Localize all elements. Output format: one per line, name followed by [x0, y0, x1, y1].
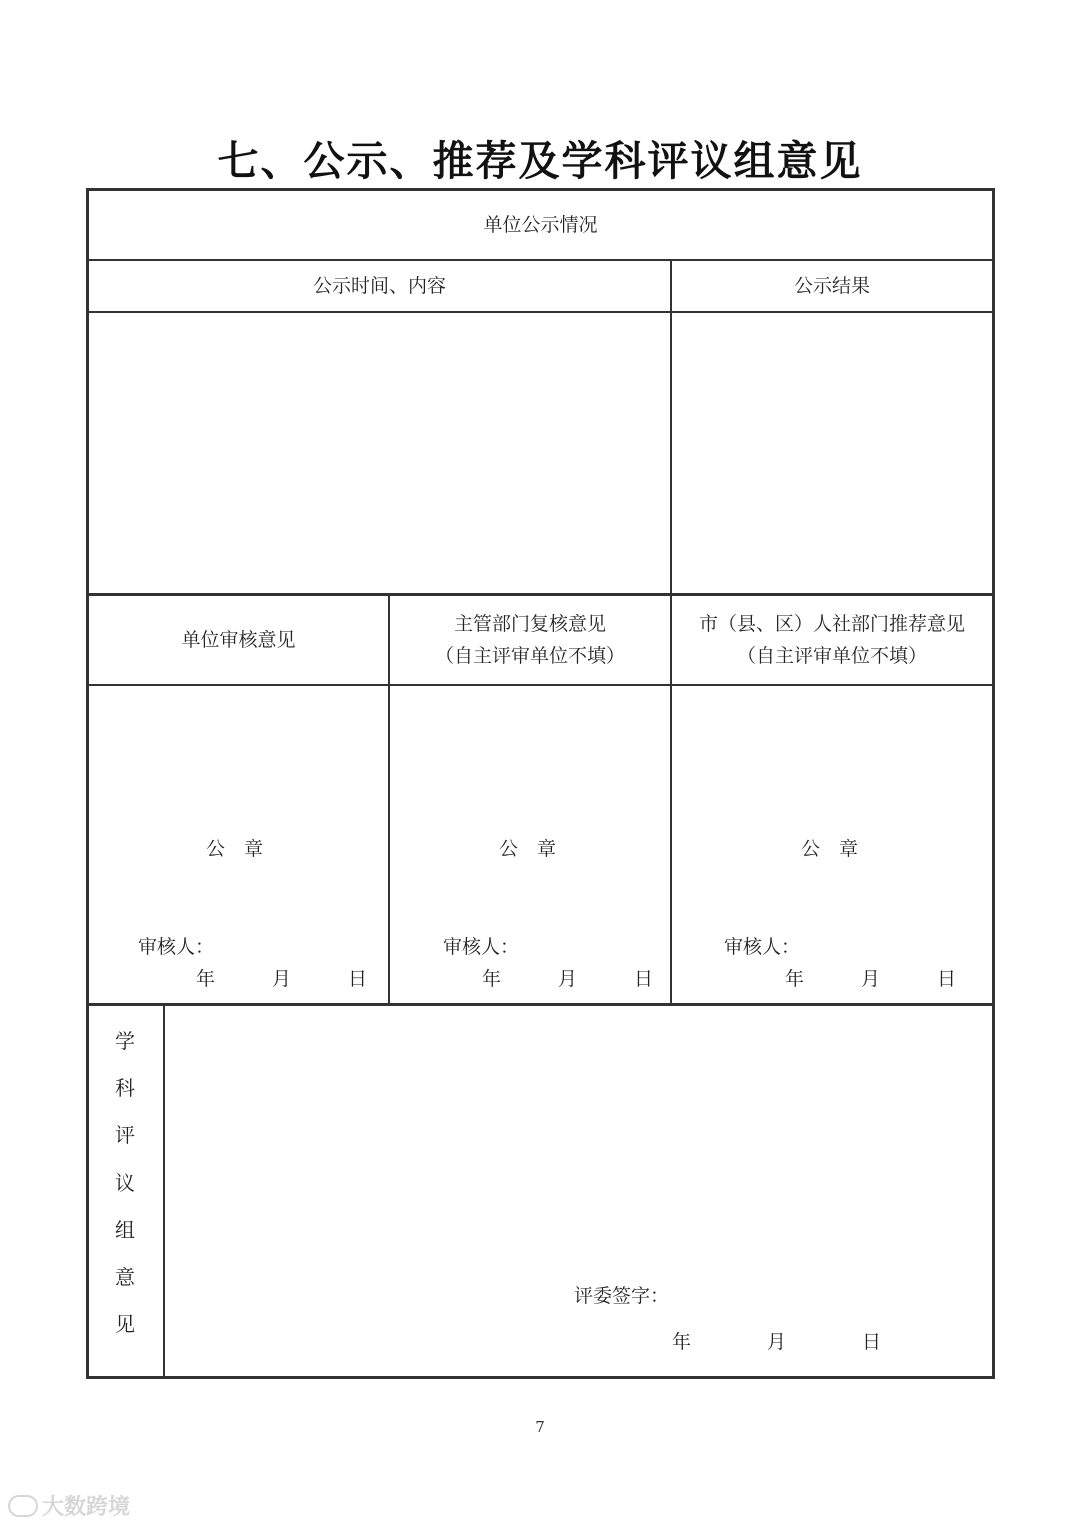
reviewer-label: 审核人： [138, 936, 215, 958]
watermark-logo-icon [8, 1495, 38, 1517]
date-label: 年 月 日 [482, 968, 654, 990]
watermark [8, 1490, 130, 1521]
seal-label: 公 章 [206, 838, 264, 860]
committee-opinion-field[interactable] [165, 1006, 992, 1376]
reviewer-label: 审核人： [724, 936, 801, 958]
dept-review-header-cell [390, 596, 670, 684]
committee-label-char: 评 [115, 1123, 135, 1148]
result-field[interactable] [672, 313, 992, 593]
committee-label-char: 见 [115, 1312, 135, 1337]
committee-date-label: 年 月 日 [672, 1331, 882, 1353]
border-right [992, 188, 995, 1379]
time-content-header: 公示时间、内容 [312, 274, 446, 297]
time-content-field[interactable] [89, 313, 670, 593]
seal-label: 公 章 [801, 838, 859, 860]
publicity-header-cell [89, 191, 992, 259]
dept-review-note: （自主评审单位不填） [434, 645, 625, 667]
signature-label: 评委签字： [574, 1285, 670, 1307]
seal-label: 公 章 [499, 838, 557, 860]
publicity-header: 单位公示情况 [483, 214, 598, 236]
date-label: 年 月 日 [785, 968, 957, 990]
time-content-header-cell [89, 260, 670, 311]
committee-label-char: 组 [115, 1217, 135, 1242]
opinion-form [86, 188, 995, 1379]
border-bottom [86, 1376, 995, 1379]
committee-label [86, 1018, 164, 1348]
committee-label-char: 议 [115, 1170, 135, 1195]
date-label: 年 月 日 [196, 968, 368, 990]
unit-review-header-cell [89, 596, 388, 684]
hr-recommend-title: 市（县、区）人社部门推荐意见 [698, 613, 965, 635]
result-header-cell [672, 260, 992, 311]
watermark-text: 大数跨境 [42, 1495, 131, 1520]
page-number: 7 [535, 1418, 545, 1436]
result-header: 公示结果 [793, 274, 870, 297]
hr-recommend-note: （自主评审单位不填） [736, 645, 927, 667]
committee-label-char: 意 [115, 1265, 135, 1290]
unit-review-title: 单位审核意见 [181, 629, 296, 651]
dept-review-title: 主管部门复核意见 [453, 613, 606, 635]
page-title: 七、公示、推荐及学科评议组意见 [217, 137, 863, 185]
committee-label-char: 科 [115, 1076, 135, 1101]
committee-label-char: 学 [115, 1029, 135, 1053]
hr-recommend-header-cell [672, 596, 992, 684]
reviewer-label: 审核人： [443, 936, 520, 958]
